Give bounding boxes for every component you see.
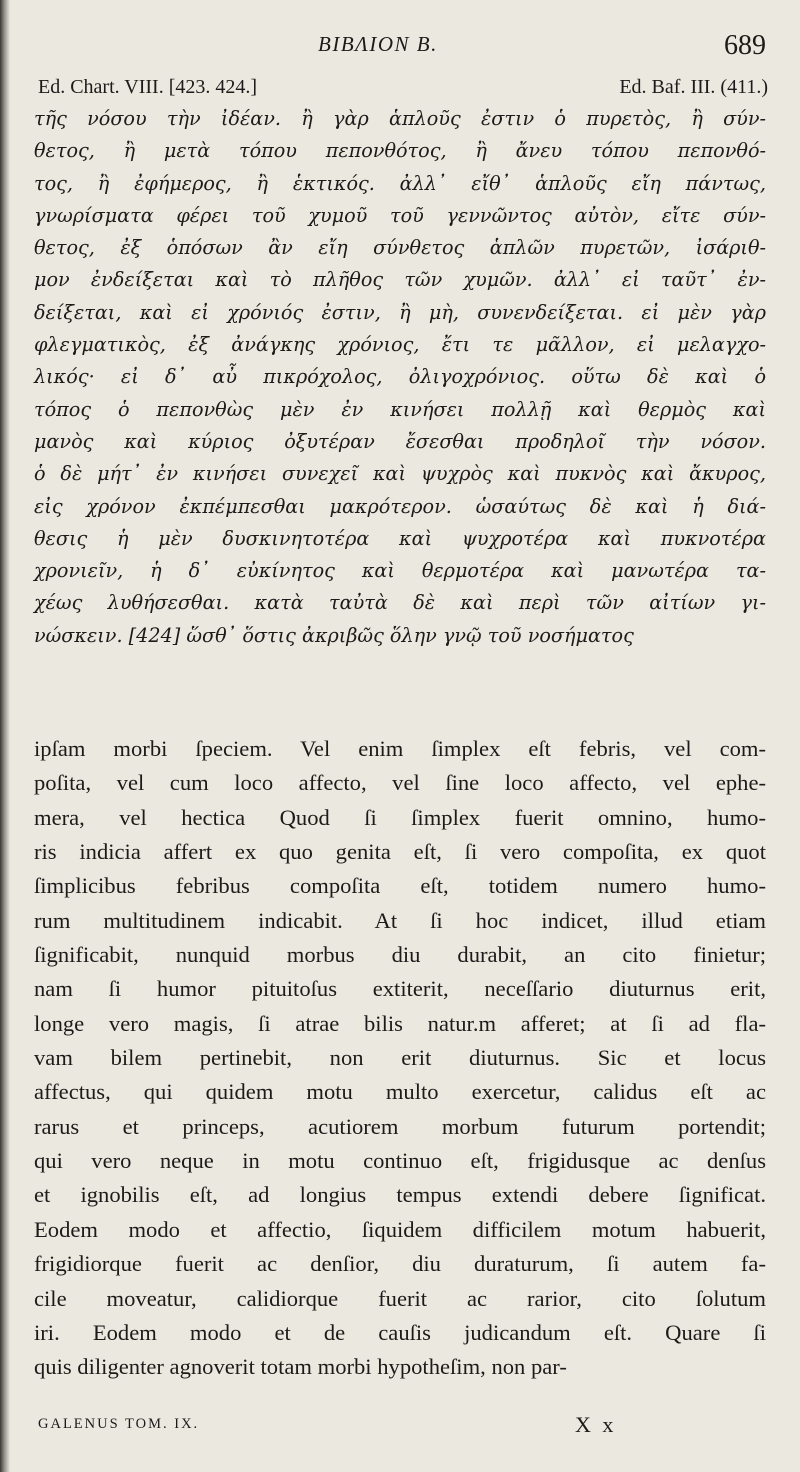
latin-text-line: affectus, qui quidem motu multo exercetur, calidus eſt ac	[34, 1079, 766, 1105]
greek-text-line: ὁ δὲ μήτ᾽ ἐν κινήσει συνεχεῖ καὶ ψυχρὸς καὶ πυκνὸς καὶ ἄκυρος,	[34, 462, 766, 486]
latin-text-line: iri. Eodem modo et de cauſis judicandum eſt. Quare ſi	[34, 1319, 766, 1345]
latin-text-line: cile moveatur, calidiorque fuerit ac rarior, cito ſolutum	[34, 1285, 766, 1311]
latin-text-line: vam bilem pertinebit, non erit diuturnus. Sic et locus	[34, 1045, 766, 1071]
page-number: 689	[724, 30, 766, 61]
latin-text-line: ſimplicibus febribus compoſita eſt, totidem numero humo-	[34, 873, 766, 899]
footer-signature: GALENUS TOM. IX.	[38, 1416, 200, 1432]
latin-text-block	[34, 732, 766, 1385]
greek-text-line: χέως λυθήσεσθαι. κατὰ ταὐτὰ δὲ καὶ περὶ τῶν αἰτίων γι-	[34, 591, 766, 615]
edition-chartier-reference: Ed. Chart. VIII. [423. 424.]	[38, 76, 258, 98]
latin-text-line: ris indicia affert ex quo genita eſt, ſi vero compoſita, ex quot	[34, 839, 766, 865]
greek-text-line: χρονιεῖν, ἡ δ᾽ εὐκίνητος καὶ θερμοτέρα καὶ μανωτέρα τα-	[34, 559, 766, 583]
running-title: ΒΙΒΛΙΟΝ Β.	[318, 32, 438, 56]
running-head	[0, 30, 800, 60]
latin-text-line: ipſam morbi ſpeciem. Vel enim ſimplex eſt febris, vel com-	[34, 736, 766, 761]
greek-text-line: εἰς χρόνον ἐκπέμπεσθαι μακρότερον. ὡσαύτως δὲ καὶ ἡ διά-	[34, 494, 766, 518]
greek-text-line: φλεγματικὸς, ἐξ ἀνάγκης χρόνιος, ἔτι τε μᾶλλον, εἰ μελαγχο-	[34, 333, 766, 357]
gathering-mark: X x	[575, 1412, 617, 1437]
latin-text-line: rum multitudinem indicabit. At ſi hoc indicet, illud etiam	[34, 907, 766, 933]
latin-text-line: mera, vel hectica Quod ſi ſimplex fuerit omnino, humo-	[34, 804, 766, 830]
edition-basel-reference: Ed. Baf. III. (411.)	[619, 76, 768, 98]
greek-text-line: θεσις ἡ μὲν δυσκινητοτέρα καὶ ψυχροτέρα καὶ πυκνοτέρα	[34, 526, 766, 550]
latin-text-line: rarus et princeps, acutiorem morbum futurum portendit;	[34, 1113, 766, 1139]
latin-text-line: Eodem modo et affectio, ſiquidem difficilem motum habuerit,	[34, 1216, 766, 1242]
page-edge-shadow	[0, 0, 10, 1472]
greek-text-line: μον ἐνδείξεται καὶ τὸ πλῆθος τῶν χυμῶν. ἀλλ᾽ εἰ ταῦτ᾽ ἐν-	[34, 268, 766, 292]
latin-text-line: quis diligenter agnoverit totam morbi hypotheſim, non par-	[34, 1354, 567, 1380]
latin-text-line: nam ſi humor pituitoſus extiterit, neceſſario diuturnus erit,	[34, 976, 766, 1002]
greek-text-line: γνωρίσματα φέρει τοῦ χυμοῦ τοῦ γεννῶντος αὐτὸν, εἴτε σύν-	[34, 203, 766, 227]
greek-text-line: νώσκειν. [424] ὥσθ᾽ ὅστις ἀκριβῶς ὅλην γνῷ τοῦ νοσήματος	[34, 623, 634, 647]
greek-text-line: τῆς νόσου τὴν ἰδέαν. ἢ γὰρ ἁπλοῦς ἐστιν ὁ πυρετὸς, ἢ σύν-	[34, 107, 766, 130]
greek-text-line: μανὸς καὶ κύριος ὀξυτέραν ἔσεσθαι προδηλοῖ τὴν νόσον.	[34, 429, 766, 453]
latin-text-line: ſignificabit, nunquid morbus diu durabit, an cito finietur;	[34, 942, 766, 968]
latin-text-line: qui vero neque in motu continuo eſt, frigidusque ac denſus	[34, 1148, 766, 1174]
latin-text-line: poſita, vel cum loco affecto, vel ſine loco affecto, vel ephe-	[34, 770, 766, 796]
greek-text-line: λικός· εἰ δ᾽ αὖ πικρόχολος, ὀλιγοχρόνιος. οὕτω δὲ καὶ ὁ	[34, 365, 766, 389]
greek-text-block	[34, 103, 766, 652]
page-footer	[0, 1412, 800, 1442]
latin-text-line: frigidiorque fuerit ac denſior, diu duraturum, ſi autem fa-	[34, 1251, 766, 1277]
latin-text-line: et ignobilis eſt, ad longius tempus extendi debere ſignificat.	[34, 1182, 766, 1208]
greek-text-line: τόπος ὁ πεπονθὼς μὲν ἐν κινήσει πολλῇ καὶ θερμὸς καὶ	[34, 397, 766, 421]
edition-reference-line	[38, 76, 768, 102]
greek-text-line: θετος, ἢ μετὰ τόπου πεπονθότος, ἢ ἄνευ τόπου πεπονθό-	[34, 139, 766, 163]
greek-text-line: θετος, ἐξ ὁπόσων ἂν εἴη σύνθετος ἁπλῶν πυρετῶν, ἰσάριθ-	[34, 236, 766, 260]
greek-text-line: τος, ἢ ἐφήμερος, ἢ ἑκτικός. ἀλλ᾽ εἴθ᾽ ἁπλοῦς εἴη πάντως,	[34, 171, 766, 195]
greek-text-line: δείξεται, καὶ εἰ χρόνιός ἐστιν, ἢ μὴ, συνενδείξεται. εἰ μὲν γὰρ	[34, 300, 766, 324]
latin-text-line: longe vero magis, ſi atrae bilis natur.m afferet; at ſi ad fla-	[34, 1010, 766, 1036]
